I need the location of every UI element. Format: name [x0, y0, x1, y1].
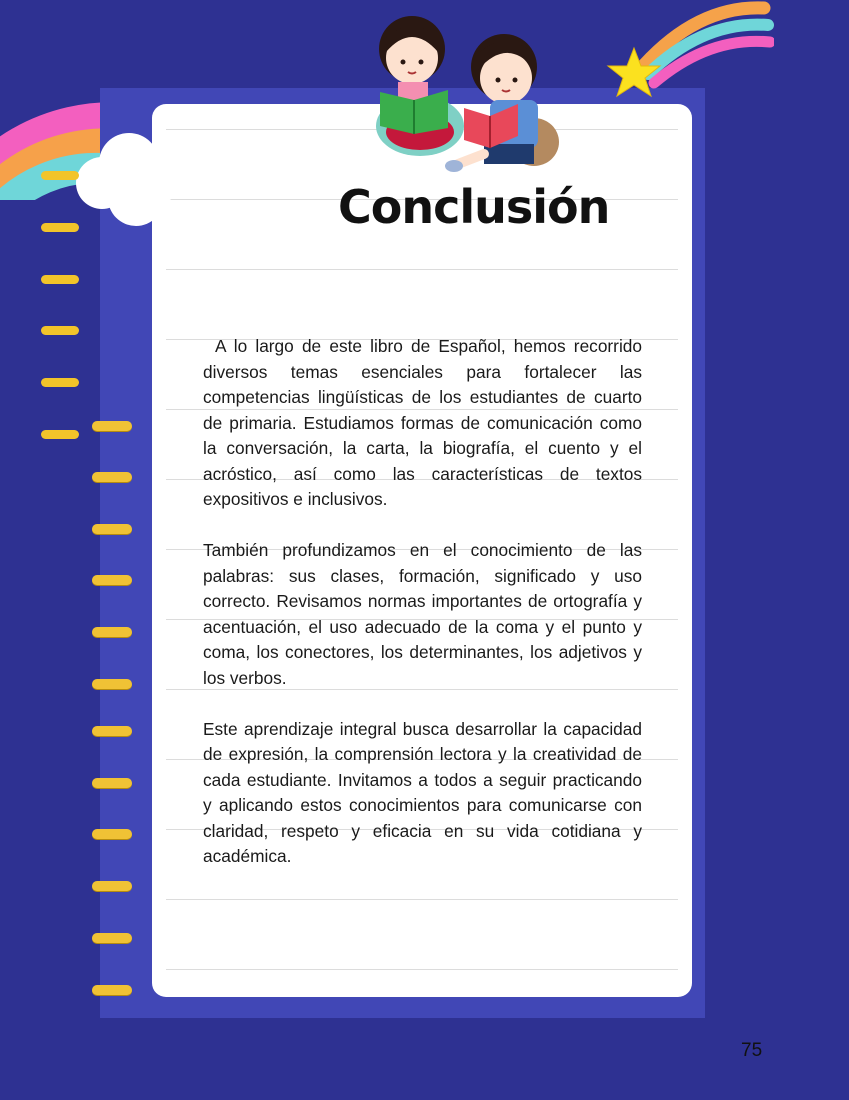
conclusion-text — [203, 334, 642, 895]
cloud-icon — [74, 128, 184, 228]
binding-ring — [92, 778, 132, 788]
binding-ring — [92, 627, 132, 637]
page-title: Conclusión — [338, 180, 610, 234]
binding-ring — [41, 171, 79, 180]
binding-ring — [41, 275, 79, 284]
binding-ring — [92, 472, 132, 482]
ruled-line — [166, 269, 678, 270]
paragraph-text: A lo largo de este libro de Español, hemos recorrido diversos temas esenciales para fortalecer las competencias lingüísticas de los estudiantes de cuarto de primaria. Estudiamos formas de comunicación como la conversación, la carta, la biografía, el cuento y el acróstico, así como las características de textos expositivos e inclusivos. — [203, 336, 642, 509]
binding-ring — [41, 223, 79, 232]
binding-ring — [92, 575, 132, 585]
binding-ring — [41, 378, 79, 387]
binding-ring — [92, 726, 132, 736]
children-reading-illustration — [372, 4, 562, 176]
binding-ring — [41, 430, 79, 439]
paragraph: También profundizamos en el conocimiento de las palabras: sus clases, formación, significado y uso correcto. Revisamos normas importantes de ortografía y acentuación, el uso adecuado de la coma y el punto y coma, los conectores, los determinantes, los adjetivos y los verbos. — [203, 540, 642, 688]
binding-ring — [41, 326, 79, 335]
binding-ring — [92, 679, 132, 689]
binding-ring — [92, 881, 132, 891]
binding-ring — [92, 421, 132, 431]
shooting-star-icon — [604, 0, 774, 115]
binding-ring — [92, 985, 132, 995]
ruled-line — [166, 969, 678, 970]
binding-ring — [92, 829, 132, 839]
paragraph: Este aprendizaje integral busca desarrollar la capacidad de expresión, la comprensión lectora y la creatividad de cada estudiante. Invitamos a todos a seguir practicando y aplicando estos conocimientos para comunicarse con claridad, respeto y eficacia en su vida cotidiana y académica. — [203, 718, 642, 866]
page-number: 75 — [741, 1040, 763, 1061]
binding-ring — [92, 933, 132, 943]
paragraph — [203, 334, 642, 513]
ruled-line — [166, 899, 678, 900]
binding-ring — [92, 524, 132, 534]
